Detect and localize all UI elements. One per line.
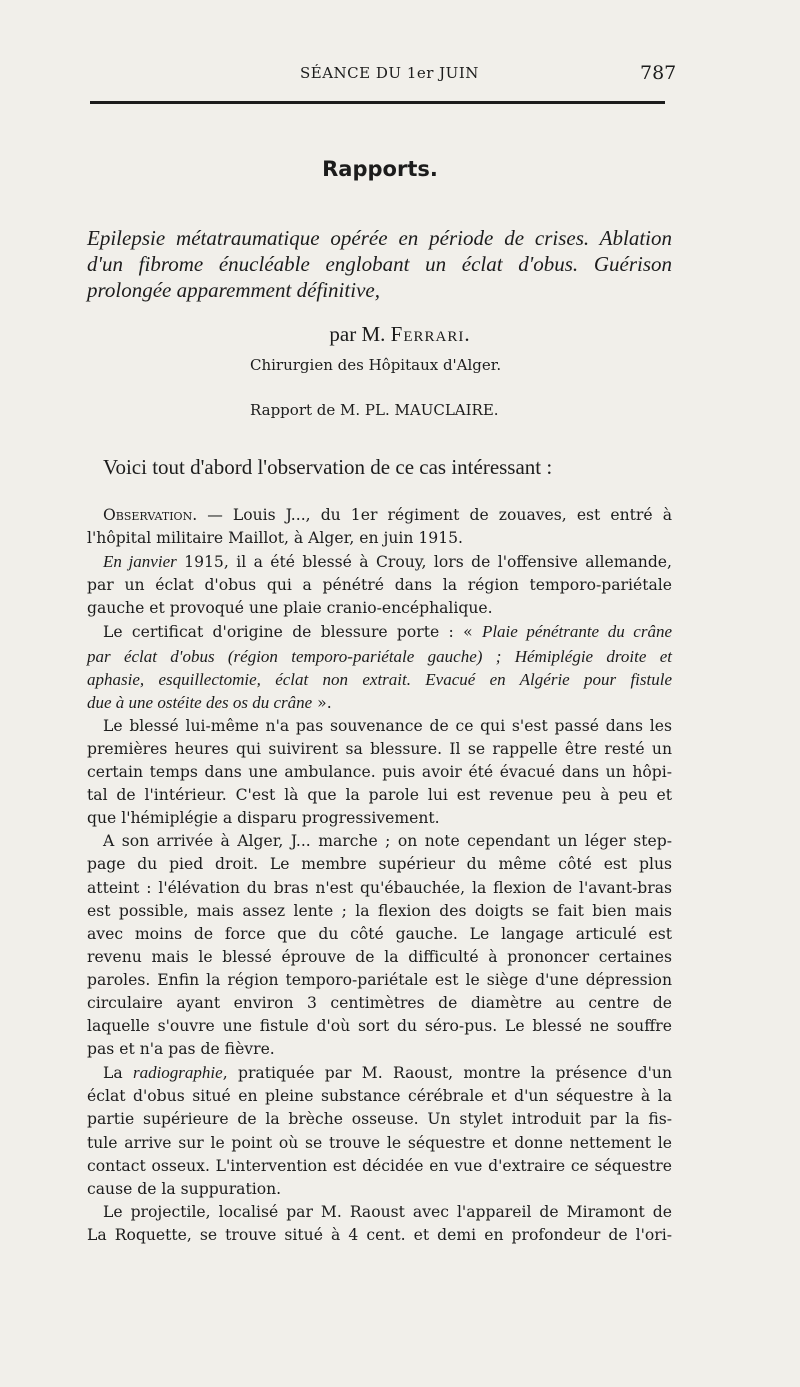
author-line [0, 322, 800, 347]
text-line: pas et n'a pas de fièvre. [87, 1040, 275, 1059]
author-role: Chirurgien des Hôpitaux d'Alger. [250, 356, 502, 374]
text-line: A son arrivée à Alger, J... marche ; on note cependant un léger step- [103, 832, 672, 851]
text-line: cause de la suppuration. [87, 1179, 282, 1198]
section-title: Rapports. [322, 157, 438, 181]
text-line: premières heures qui suivirent sa blessure. Il se rappelle être resté un [87, 739, 672, 758]
text-line: l'hôpital militaire Maillot, à Alger, en juin 1915. [87, 529, 464, 548]
text-line: éclat d'obus situé en pleine substance cérébrale et d'un séquestre à la [87, 1087, 672, 1106]
text-line: Le certificat d'origine de blessure porte : « Plaie pénétrante du crâne [103, 622, 672, 642]
text-line: gauche et provoqué une plaie cranio-encéphalique. [87, 599, 493, 618]
text-line: contact osseux. L'intervention est décidée en vue d'extraire ce séquestre [87, 1156, 672, 1175]
text-line: aphasie, esquillectomie, éclat non extrait. Evacué en Algérie pour fistule [87, 669, 672, 689]
text-line: atteint : l'élévation du bras n'est qu'ébauchée, la flexion de l'avant-bras [87, 878, 672, 897]
intro-line: Voici tout d'abord l'observation de ce cas intéressant : [103, 455, 553, 479]
text-line: revenu mais le blessé éprouve de la difficulté à prononcer certaines [87, 947, 672, 966]
observation-label: Observation. [103, 506, 198, 524]
author-name: Ferrari. [390, 322, 471, 346]
text-line: circulaire ayant environ 3 centimètres de diamètre au centre de [87, 993, 672, 1012]
rapport-title [87, 225, 672, 303]
text-line: tule arrive sur le point où se trouve le séquestre et donne nettement le [87, 1133, 672, 1152]
reporter-line: Rapport de M. PL. MAUCLAIRE. [250, 401, 499, 419]
text-line: paroles. Enfin la région temporo-pariétale est le siège d'une dépression [87, 970, 672, 989]
text-line: est possible, mais assez lente ; la flexion des doigts se fait bien mais [87, 901, 672, 920]
rapport-title-line: prolongée apparemment définitive, [87, 278, 380, 302]
header-rule [90, 101, 665, 104]
running-head [0, 60, 800, 90]
text-line: que l'hémiplégie a disparu progressivement. [87, 809, 440, 828]
text-line: laquelle s'ouvre une fistule d'où sort du séro-pus. Le blessé ne souffre [87, 1017, 672, 1036]
text-line: page du pied droit. Le membre supérieur du même côté est plus [87, 855, 672, 874]
text-line: La Roquette, se trouve situé à 4 cent. et demi en profondeur de l'ori- [87, 1225, 672, 1244]
text-line: Le projectile, localisé par M. Raoust avec l'appareil de Miramont de [103, 1202, 672, 1221]
observation-text [87, 504, 672, 1247]
page-number: 787 [640, 62, 677, 84]
text-line: certain temps dans une ambulance. puis avoir été évacué dans un hôpi- [87, 763, 672, 782]
text-line: En janvier 1915, il a été blessé à Crouy, lors de l'offensive allemande, [103, 552, 672, 572]
text-line: Observation. — Louis J..., du 1er régiment de zouaves, est entré à [103, 506, 672, 524]
text-line: tal de l'intérieur. C'est là que la parole lui est revenue peu à peu et [87, 786, 672, 805]
text-line: par éclat d'obus (région temporo-pariétale gauche) ; Hémiplégie droite et [87, 646, 672, 666]
text-line: avec moins de force que du côté gauche. Le langage articulé est [87, 924, 672, 943]
text-line: partie supérieure de la brèche osseuse. Un stylet introduit par la fis- [87, 1110, 672, 1129]
rapport-title-line: Epilepsie métatraumatique opérée en période de crises. Ablation [87, 226, 672, 250]
text-line: La radiographie, pratiquée par M. Raoust, montre la présence d'un [103, 1063, 673, 1083]
rapport-title-line: d'un fibrome énucléable englobant un éclat d'obus. Guérison [87, 252, 672, 276]
text-line: par un éclat d'obus qui a pénétré dans la région temporo-pariétale [87, 576, 672, 595]
text-line: Le blessé lui-même n'a pas souvenance de ce qui s'est passé dans les [103, 716, 672, 735]
running-head-title: SÉANCE DU 1er JUIN [300, 64, 479, 82]
author-prefix: par M. [329, 322, 386, 346]
text-line: due à une ostéite des os du crâne ». [87, 692, 332, 712]
